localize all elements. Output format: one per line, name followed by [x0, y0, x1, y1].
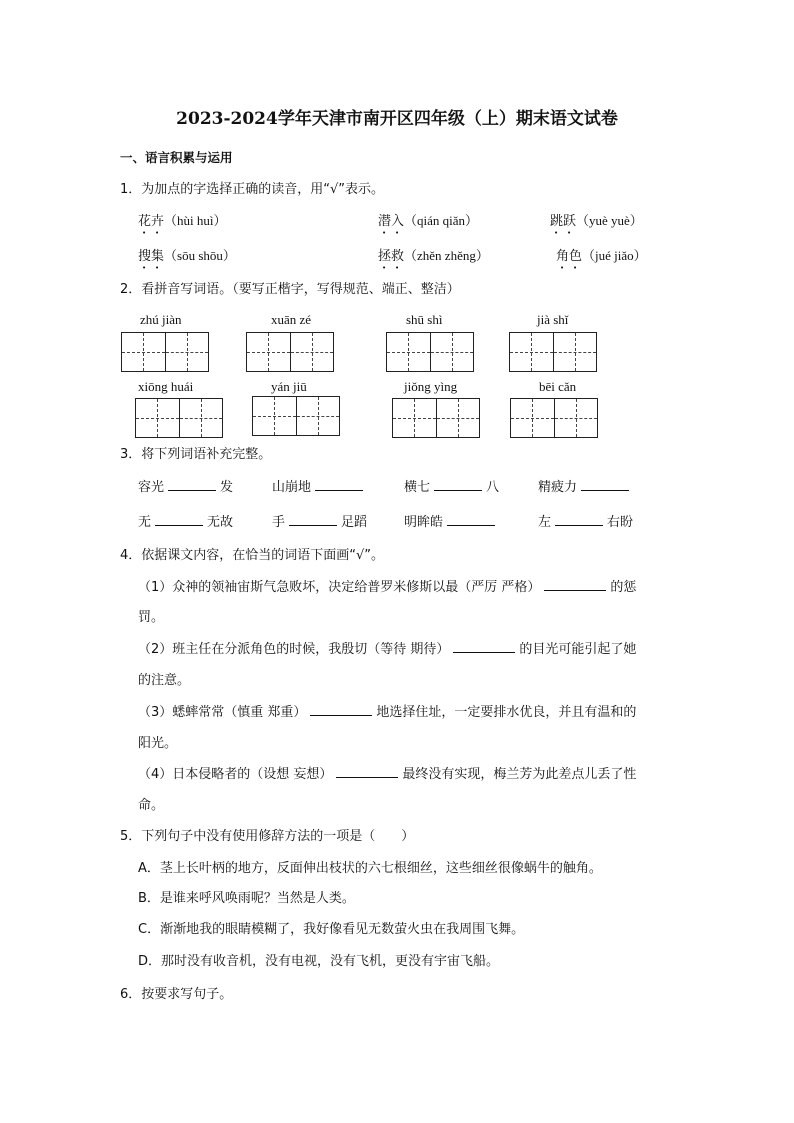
- writing-grid[interactable]: [121, 332, 209, 372]
- answer-blank[interactable]: [310, 703, 372, 716]
- idiom-text: 手: [272, 515, 286, 530]
- grid-cell[interactable]: [555, 399, 598, 437]
- question-1-stem: 1．为加点的字选择正确的读音，用“√”表示。: [120, 182, 385, 197]
- idiom-text: 容光: [138, 480, 165, 495]
- sentence-text: 地选择住址，一定要排水优良，并且有温和的: [376, 705, 637, 720]
- question-2-stem: 2．看拼音写词语。（要写正楷字，写得规范、端正、整洁）: [120, 282, 460, 297]
- q1-pinyin: （jué jiǎo）: [582, 248, 647, 263]
- grid-cell[interactable]: [297, 397, 340, 435]
- q1-pinyin: （sōu shōu）: [164, 248, 236, 263]
- answer-blank[interactable]: [447, 513, 495, 526]
- sentence-text: （3）蟋蟀常常（慎重 郑重）: [138, 705, 307, 720]
- idiom-text: 右盼: [607, 515, 634, 530]
- idiom-text: 发: [220, 480, 234, 495]
- sentence-text: 的惩: [610, 580, 637, 595]
- grid-cell[interactable]: [291, 333, 334, 371]
- idiom-item: [138, 511, 233, 530]
- answer-blank[interactable]: [434, 478, 482, 491]
- writing-grid[interactable]: [252, 396, 340, 436]
- q4-sentence-4: [138, 763, 636, 782]
- idiom-item: [272, 511, 367, 530]
- q1-word: 潜入: [378, 214, 405, 229]
- writing-grid[interactable]: [392, 398, 480, 438]
- option-d[interactable]: D．那时没有收音机，没有电视，没有飞机，更没有宇宙飞船。: [138, 954, 500, 969]
- pinyin-label: shū shì: [406, 312, 443, 327]
- section-heading: 一、语言积累与运用: [120, 150, 233, 165]
- writing-grid[interactable]: [135, 398, 223, 438]
- question-4-stem: 4．依据课文内容，在恰当的词语下面画“√”。: [120, 548, 385, 563]
- sentence-continuation: 阳光。: [138, 736, 178, 751]
- q1-word: 搜集: [138, 249, 165, 264]
- idiom-text: 精疲力: [538, 480, 578, 495]
- question-5-stem: 5．下列句子中没有使用修辞方法的一项是（ ）: [120, 829, 415, 844]
- idiom-item: [138, 476, 233, 495]
- grid-cell[interactable]: [437, 399, 480, 437]
- q1-item: [556, 245, 647, 272]
- sentence-text: （1）众神的领袖宙斯气急败坏，决定给普罗米修斯以最（严厉 严格）: [138, 580, 541, 595]
- sentence-text: 最终没有实现，梅兰芳为此差点儿丢了性: [402, 767, 637, 782]
- writing-grid[interactable]: [509, 332, 597, 372]
- option-c[interactable]: C．渐渐地我的眼睛模糊了，我好像看见无数萤火虫在我周围飞舞。: [138, 922, 525, 937]
- q1-item: [378, 210, 478, 237]
- q1-pinyin: （qián qiǎn）: [404, 213, 479, 228]
- sentence-text: （2）班主任在分派角色的时候，我殷切（等待 期待）: [138, 642, 450, 657]
- grid-cell[interactable]: [180, 399, 223, 437]
- sentence-text: （4）日本侵略者的（设想 妄想）: [138, 767, 333, 782]
- q1-item: [378, 245, 489, 272]
- pinyin-label: bēi cǎn: [539, 379, 577, 394]
- pinyin-label: jiǒng yìng: [404, 379, 458, 394]
- sentence-continuation: 命。: [138, 798, 165, 813]
- grid-cell[interactable]: [511, 399, 555, 437]
- q1-pinyin: （yuè yuè）: [576, 213, 643, 228]
- sentence-continuation: 罚。: [138, 610, 165, 625]
- idiom-text: 足蹈: [341, 515, 368, 530]
- grid-cell[interactable]: [554, 333, 597, 371]
- option-a[interactable]: A．茎上长叶柄的地方，反面伸出枝状的六七根细丝，这些细丝很像蜗牛的触角。: [138, 861, 602, 876]
- grid-cell[interactable]: [393, 399, 437, 437]
- writing-grid[interactable]: [386, 332, 474, 372]
- grid-cell[interactable]: [166, 333, 209, 371]
- grid-cell[interactable]: [136, 399, 180, 437]
- idiom-text: 山崩地: [272, 480, 312, 495]
- q4-sentence-1: [138, 576, 636, 595]
- q1-item: [550, 210, 643, 237]
- answer-blank[interactable]: [581, 478, 629, 491]
- idiom-item: [538, 511, 633, 530]
- grid-cell[interactable]: [387, 333, 431, 371]
- grid-cell[interactable]: [431, 333, 474, 371]
- idiom-item: [538, 476, 633, 495]
- answer-blank[interactable]: [168, 478, 216, 491]
- idiom-text: 无: [138, 515, 152, 530]
- question-3-stem: 3．将下列词语补充完整。: [120, 447, 272, 462]
- pinyin-label: yán jiū: [271, 379, 307, 394]
- answer-blank[interactable]: [555, 513, 603, 526]
- option-b[interactable]: B．是谁来呼风唤雨呢？当然是人类。: [138, 891, 355, 906]
- answer-blank[interactable]: [315, 478, 363, 491]
- q1-word: 跳跃: [550, 214, 577, 229]
- answer-blank[interactable]: [453, 640, 515, 653]
- page-title: 2023-2024学年天津市南开区四年级（上）期末语文试卷: [176, 109, 618, 129]
- grid-cell[interactable]: [253, 397, 297, 435]
- pinyin-label: zhú jiàn: [140, 312, 182, 327]
- grid-cell[interactable]: [247, 333, 291, 371]
- q1-word: 角色: [556, 249, 583, 264]
- idiom-text: 明眸皓: [404, 515, 444, 530]
- q1-pinyin: （hùi huì）: [164, 213, 227, 228]
- idiom-text: 横七: [404, 480, 431, 495]
- grid-cell[interactable]: [122, 333, 166, 371]
- idiom-item: [404, 511, 499, 530]
- answer-blank[interactable]: [544, 578, 606, 591]
- q1-word: 花卉: [138, 214, 165, 229]
- idiom-text: 八: [486, 480, 500, 495]
- answer-blank[interactable]: [336, 765, 398, 778]
- q1-word: 拯救: [378, 249, 405, 264]
- pinyin-label: xiōng huái: [138, 379, 194, 394]
- pinyin-label: xuān zé: [271, 312, 312, 327]
- q4-sentence-2: [138, 638, 636, 657]
- idiom-item: [272, 476, 367, 495]
- idiom-text: 无故: [207, 515, 234, 530]
- pinyin-label: jià shǐ: [537, 312, 569, 327]
- sentence-text: 的目光可能引起了她: [519, 642, 637, 657]
- q1-item: [138, 245, 236, 272]
- q1-item: [138, 210, 227, 237]
- idiom-item: [404, 476, 499, 495]
- idiom-text: 左: [538, 515, 552, 530]
- writing-grid[interactable]: [246, 332, 334, 372]
- question-6-stem: 6．按要求写句子。: [120, 987, 233, 1002]
- writing-grid[interactable]: [510, 398, 598, 438]
- answer-blank[interactable]: [289, 513, 337, 526]
- answer-blank[interactable]: [155, 513, 203, 526]
- q1-pinyin: （zhěn zhěng）: [404, 248, 489, 263]
- grid-cell[interactable]: [510, 333, 554, 371]
- q4-sentence-3: [138, 701, 636, 720]
- sentence-continuation: 的注意。: [138, 673, 191, 688]
